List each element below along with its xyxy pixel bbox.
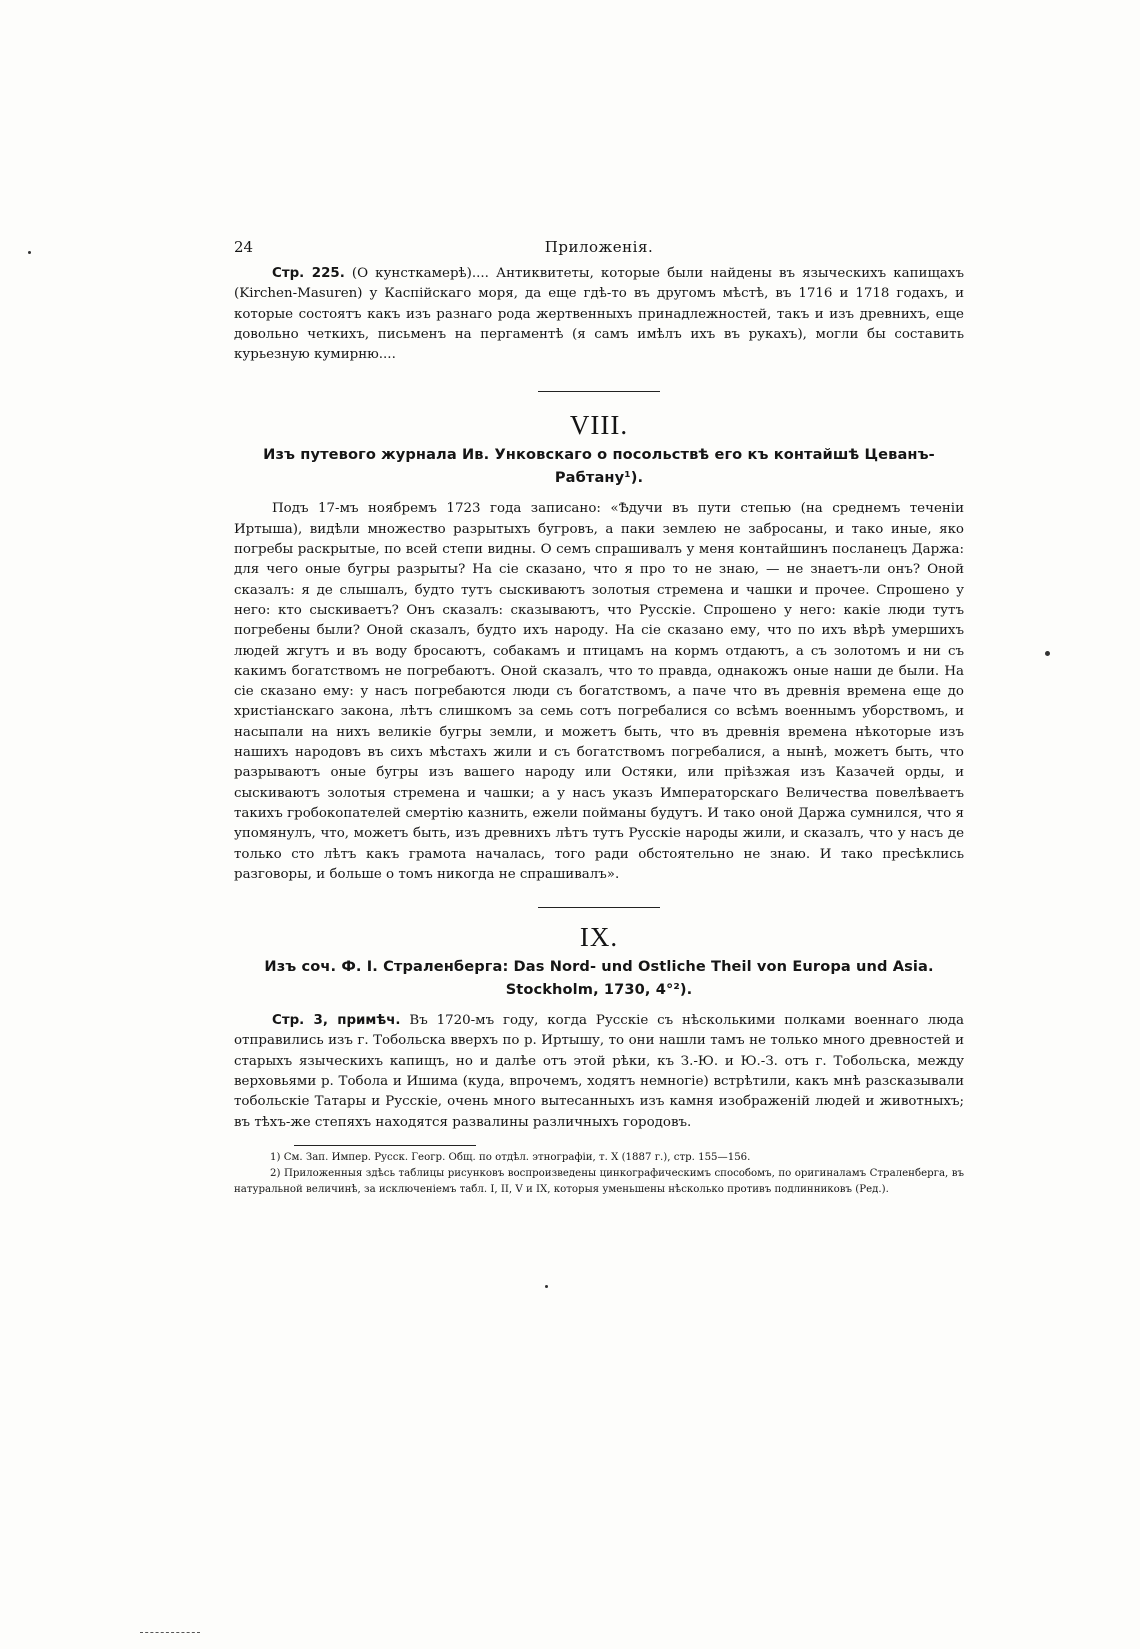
page-header [234, 238, 964, 264]
section-title-ix-line1: Изъ соч. Ф. І. Страленберга: Das Nord- und Ostliche Theil von Europa und Asia. [264, 958, 934, 976]
stray-mark [140, 1632, 200, 1633]
footnote-2: 2) Приложенныя здѣсь таблицы рисунковъ воспроизведены цинкографическимъ способомъ, по оригиналамъ Страленберга, въ натуральной величинѣ, за исключеніемъ табл. I, II, V и IX, которыя уменьшены нѣсколько противъ подлинниковъ (Ред.). [234, 1167, 964, 1195]
section-ix-paragraph [234, 1011, 964, 1133]
section-ix-text: Въ 1720-мъ году, когда Русскіе съ нѣсколькими полками военнаго люда отправились изъ г. Тобольска вверхъ по р. Иртышу, то они нашли тамъ не только много древностей и старыхъ языческихъ капищъ, но и далѣе отъ этой рѣки, къ З.-Ю. и Ю.-З. отъ г. Тобольска, между верховьями р. Тобола и Ишима (куда, впрочемъ, ходятъ немногіе) встрѣтили, какъ мнѣ разсказывали тобольскіе Татары и Русскіе, очень много вытесанныхъ изъ камня изображеній людей и животныхъ; въ тѣхъ-же степяхъ находятся развалины различныхъ городовъ. [234, 1013, 964, 1130]
section-title-ix-line2: Stockholm, 1730, 4°²). [505, 981, 693, 999]
section-title-viii: Изъ путевого журнала Ив. Унковскаго о посольствѣ его къ контайшѣ Цеванъ-Рабтану¹). [263, 446, 935, 487]
stray-mark [1045, 651, 1050, 656]
stray-mark [28, 251, 31, 254]
section-title-ix [234, 955, 964, 1001]
document-page [234, 238, 964, 1197]
section-numeral-ix: IX. [579, 922, 619, 953]
footnotes [234, 1150, 964, 1197]
section-numeral-viii: VIII. [569, 410, 629, 441]
footnote-1: 1) См. Зап. Импер. Русск. Геогр. Общ. по отдѣл. этнографіи, т. X (1887 г.), стр. 155—156. [270, 1151, 751, 1163]
section-ix-lead: Стр. 3, примѣч. [272, 1013, 401, 1029]
page-number: 24 [234, 238, 254, 256]
intro-paragraph [234, 264, 964, 365]
intro-lead: Стр. 225. [272, 266, 345, 281]
running-title: Приложенія. [544, 238, 654, 256]
section-viii-paragraph: Подъ 17-мъ ноябремъ 1723 года записано: «Ѣдучи въ пути степью (на среднемъ теченіи Иртыша), видѣли множество разрытыхъ бугровъ, а паки землею не забросаны, и тако иные, яко погребы раскрытые, по всей степи видны. О семъ спрашивалъ у меня контайшинъ посланецъ Даржа: для чего оные бугры разрыты? На сіе сказано, что я про то не знаю, — не знаетъ-ли онъ? Оной сказалъ: я де слышалъ, будто тутъ сыскиваютъ золотыя стремена и чашки и прочее. Спрошено у него: кто сыскиваетъ? Онъ сказалъ: сказываютъ, что Русскіе. Спрошено у него: какіе люди тутъ погребены были? Оной сказалъ, будто ихъ народу. На сіе сказано ему, что по ихъ вѣрѣ умершихъ людей жгутъ и въ воду бросаютъ, собакамъ и птицамъ на кормъ отдаютъ, а съ золотомъ и ни съ какимъ богатствомъ не погребаютъ. Оной сказалъ, что то правда, однакожъ оные наши де были. На сіе сказано ему: у насъ погребаются люди съ богатствомъ, а паче что въ древнія времена еще до христіанскаго закона, лѣтъ слишкомъ за семь сотъ погребалися со всѣмъ военнымъ уборствомъ, и насыпали на нихъ великіе бугры земли, и можетъ быть, что въ древнія времена нѣкоторые изъ нашихъ народовъ въ сихъ мѣстахъ жили и съ богатствомъ погребалися, а нынѣ, можетъ быть, что разрываютъ оные бугры изъ вашего народу или Остяки, или пріѣзжая изъ Казачей орды, и сыскиваютъ золотыя стремена и чашки; а у насъ указъ Императорскаго Величества повелѣваетъ такихъ гробокопателей смертію казнить, ежели пойманы будутъ. И тако оной Даржа сумнился, что я упомянулъ, что, можетъ быть, изъ древнихъ лѣтъ тутъ Русскіе народы жили, и сказалъ, что у насъ де только сто лѣтъ какъ грамота началась, того ради обстоятельно не знаю. И тако пресѣклись разговоры, и больше о томъ никогда не спрашивалъ». [234, 501, 964, 882]
stray-mark [545, 1285, 548, 1288]
intro-text: (О кунсткамерѣ).... Антиквитеты, которые были найдены въ языческихъ капищахъ (Kirchen-Masuren) у Каспійскаго моря, да еще гдѣ-то въ другомъ мѣстѣ, въ 1716 и 1718 годахъ, и которые состоятъ какъ изъ разнаго рода жертвенныхъ принадлежностей, такъ и изъ древнихъ, еще довольно четкихъ, письменъ на пергаментѣ (я самъ имѣлъ ихъ въ рукахъ), могли бы составить курьезную кумирню.... [234, 266, 964, 363]
